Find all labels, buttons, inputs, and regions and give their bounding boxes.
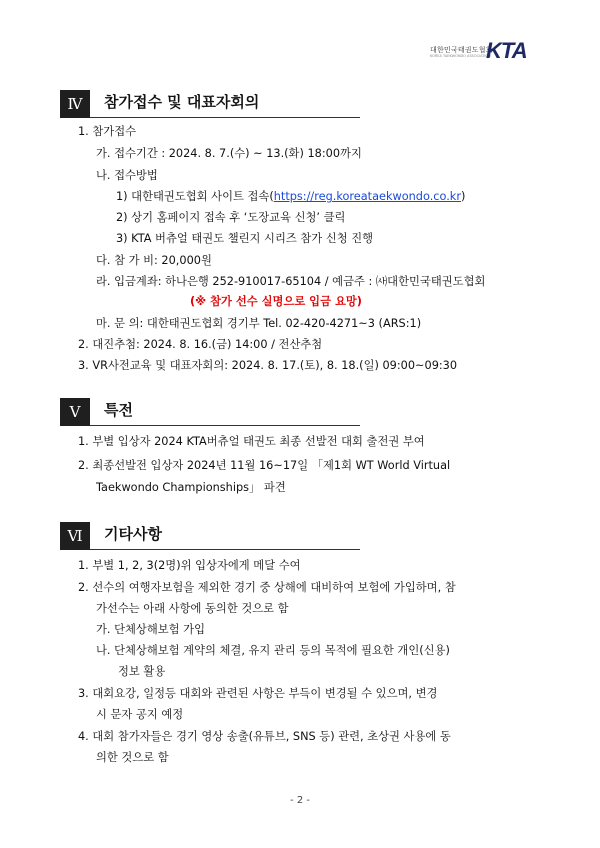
misc-4-line-2: 의한 것으로 함	[96, 751, 169, 764]
section-4-number: Ⅳ	[60, 90, 90, 118]
logo-mark	[486, 38, 527, 64]
registration-heading: 1. 참가접수	[78, 125, 137, 138]
page-number: - 2 -	[290, 795, 310, 806]
section-6-rule	[90, 549, 360, 550]
deposit-note: (※ 참가 선수 실명으로 입금 요망)	[190, 295, 362, 308]
contact-info: 마. 문 의: 대한태권도협회 경기부 Tel. 02-420-4271~3 (ARS:1)	[96, 317, 422, 330]
kta-logo	[430, 40, 540, 62]
method-step-2: 2) 상기 홈페이지 접속 후 ‘도장교육 신청’ 클릭	[116, 211, 346, 224]
entry-fee: 다. 참 가 비: 20,000원	[96, 254, 212, 267]
misc-2-na-line-2: 정보 활용	[118, 665, 166, 678]
logo-mark-text: KTA	[486, 38, 527, 63]
misc-3-line-1: 3. 대회요강, 일정등 대회와 관련된 사항은 부득이 변경될 수 있으며, 변경	[78, 687, 438, 700]
misc-4-line-1: 4. 대회 참가자들은 경기 영상 송출(유튜브, SNS 등) 관련, 초상권 사용에 동	[78, 730, 451, 743]
misc-2-line-1: 2. 선수의 여행자보험을 제외한 경기 중 상해에 대비하여 보험에 가입하며, 참	[78, 581, 456, 594]
method-step-1-text: 1) 대한태권도협회 사이트 접속(	[116, 190, 274, 203]
misc-3-line-2: 시 문자 공지 예정	[96, 708, 184, 721]
section-5-title: 특전	[104, 401, 133, 419]
section-6-number: Ⅵ	[60, 522, 90, 550]
misc-2-na-line-1: 나. 단체상해보험 계약의 체결, 유지 관리 등의 목적에 필요한 개인(신용)	[96, 644, 450, 657]
bank-account: 라. 입금계좌: 하나은행 252-910017-65104 / 예금주 : ㈔대한민국태권도협회	[96, 275, 486, 288]
misc-1: 1. 부별 1, 2, 3(2명)위 입상자에게 메달 수여	[78, 559, 301, 572]
section-4-rule	[90, 117, 360, 118]
logo-org-sub: KOREA TAEKWONDO ASSOCIATION	[430, 54, 491, 58]
misc-2-ga: 가. 단체상해보험 가입	[96, 623, 205, 636]
section-5-rule	[90, 425, 360, 426]
misc-2-line-2: 가선수는 아래 사항에 동의한 것으로 함	[96, 602, 289, 615]
section-6-title: 기타사항	[104, 525, 162, 543]
vr-education-info: 3. VR사전교육 및 대표자회의: 2024. 8. 17.(토), 8. 18.(일) 09:00~09:30	[78, 359, 458, 372]
benefit-1: 1. 부별 입상자 2024 KTA버츄얼 태권도 최종 선발전 대회 출전권 부여	[78, 435, 425, 448]
section-4-header	[60, 90, 360, 118]
logo-org-name: 대한민국태권도협회	[430, 46, 493, 54]
registration-period: 가. 접수기간 : 2024. 8. 7.(수) ~ 13.(화) 18:00까지	[96, 147, 362, 160]
method-step-1-close: )	[461, 190, 466, 203]
method-step-1	[116, 189, 465, 205]
registration-method: 나. 접수방법	[96, 169, 158, 182]
benefit-2-line-1: 2. 최종선발전 입상자 2024년 11월 16~17일 「제1회 WT World Virtual	[78, 459, 451, 472]
section-6-header	[60, 522, 360, 550]
section-5-header	[60, 398, 360, 426]
draw-info: 2. 대진추첨: 2024. 8. 16.(금) 14:00 / 전산추첨	[78, 338, 323, 351]
benefit-2-line-2: Taekwondo Championships」 파견	[96, 481, 286, 494]
method-step-3: 3) KTA 버츄얼 태권도 챌린지 시리즈 참가 신청 진행	[116, 232, 374, 245]
section-4-title: 참가접수 및 대표자회의	[104, 93, 260, 111]
section-5-number: Ⅴ	[60, 398, 90, 426]
registration-link[interactable]: https://reg.koreataekwondo.co.kr	[273, 190, 461, 203]
